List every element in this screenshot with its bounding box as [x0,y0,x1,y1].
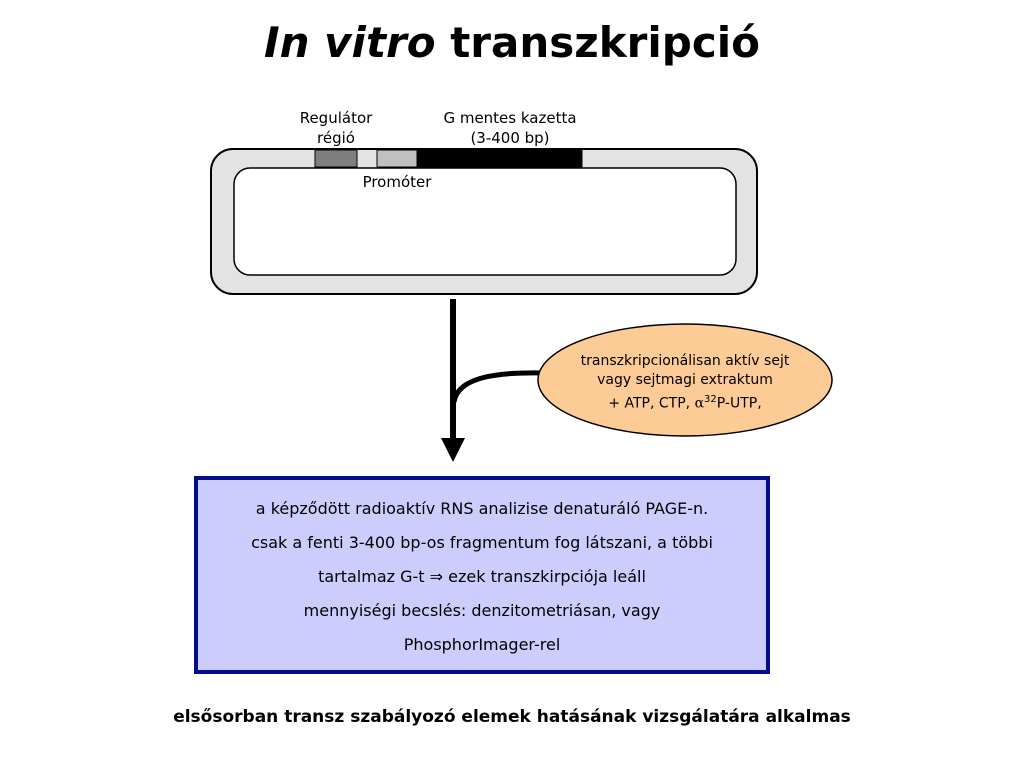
ellipse-line3-suffix: P-UTP, [716,395,762,412]
arrow-head [441,438,465,462]
ellipse-line1: transzkripcionálisan aktív sejt [580,353,790,369]
title-rest: transzkripció [435,18,760,67]
result-line4: mennyiségi becslés: denzitometriásan, vagy [303,601,661,620]
result-line2: csak a fenti 3-400 bp-os fragmentum fog látszani, a többi [251,533,713,552]
ellipse-line3-prefix: + ATP, CTP, [608,395,695,412]
cassette-label-line1: G mentes kazetta [443,109,577,127]
promoter-segment [377,150,417,167]
ellipse-line3 [560,390,810,414]
ellipse-line2: vagy sejtmagi extraktum [597,372,773,388]
cassette-segment [417,150,582,167]
footer-note: elsősorban transz szabályozó elemek hatásának vizsgálatára alkalmas [173,707,851,727]
plasmid-inner [234,168,736,275]
result-line3-prefix: tartalmaz G-t [318,567,430,586]
connector-curve [454,373,545,402]
title-italic: In vitro [264,18,436,67]
isotope-superscript: 32 [704,394,717,405]
result-line5: PhosphorImager-rel [403,635,561,654]
regulator-label [286,108,386,148]
result-line1: a képződött radioaktív RNS analizise denaturáló PAGE-n. [255,499,709,518]
regulator-segment [315,150,357,167]
regulator-label-line2: régió [317,129,355,147]
promoter-label: Promóter [362,173,432,191]
implies-arrow: ⇒ [429,567,444,586]
alpha-symbol: α [694,395,705,412]
cassette-label [420,108,600,148]
result-box [194,476,770,674]
result-line3 [198,560,766,594]
regulator-label-line1: Regulátor [299,109,373,127]
result-line3-suffix: ezek transzkirpciója leáll [443,567,646,586]
ellipse-text [560,352,810,414]
cassette-label-line2: (3-400 bp) [470,129,550,147]
